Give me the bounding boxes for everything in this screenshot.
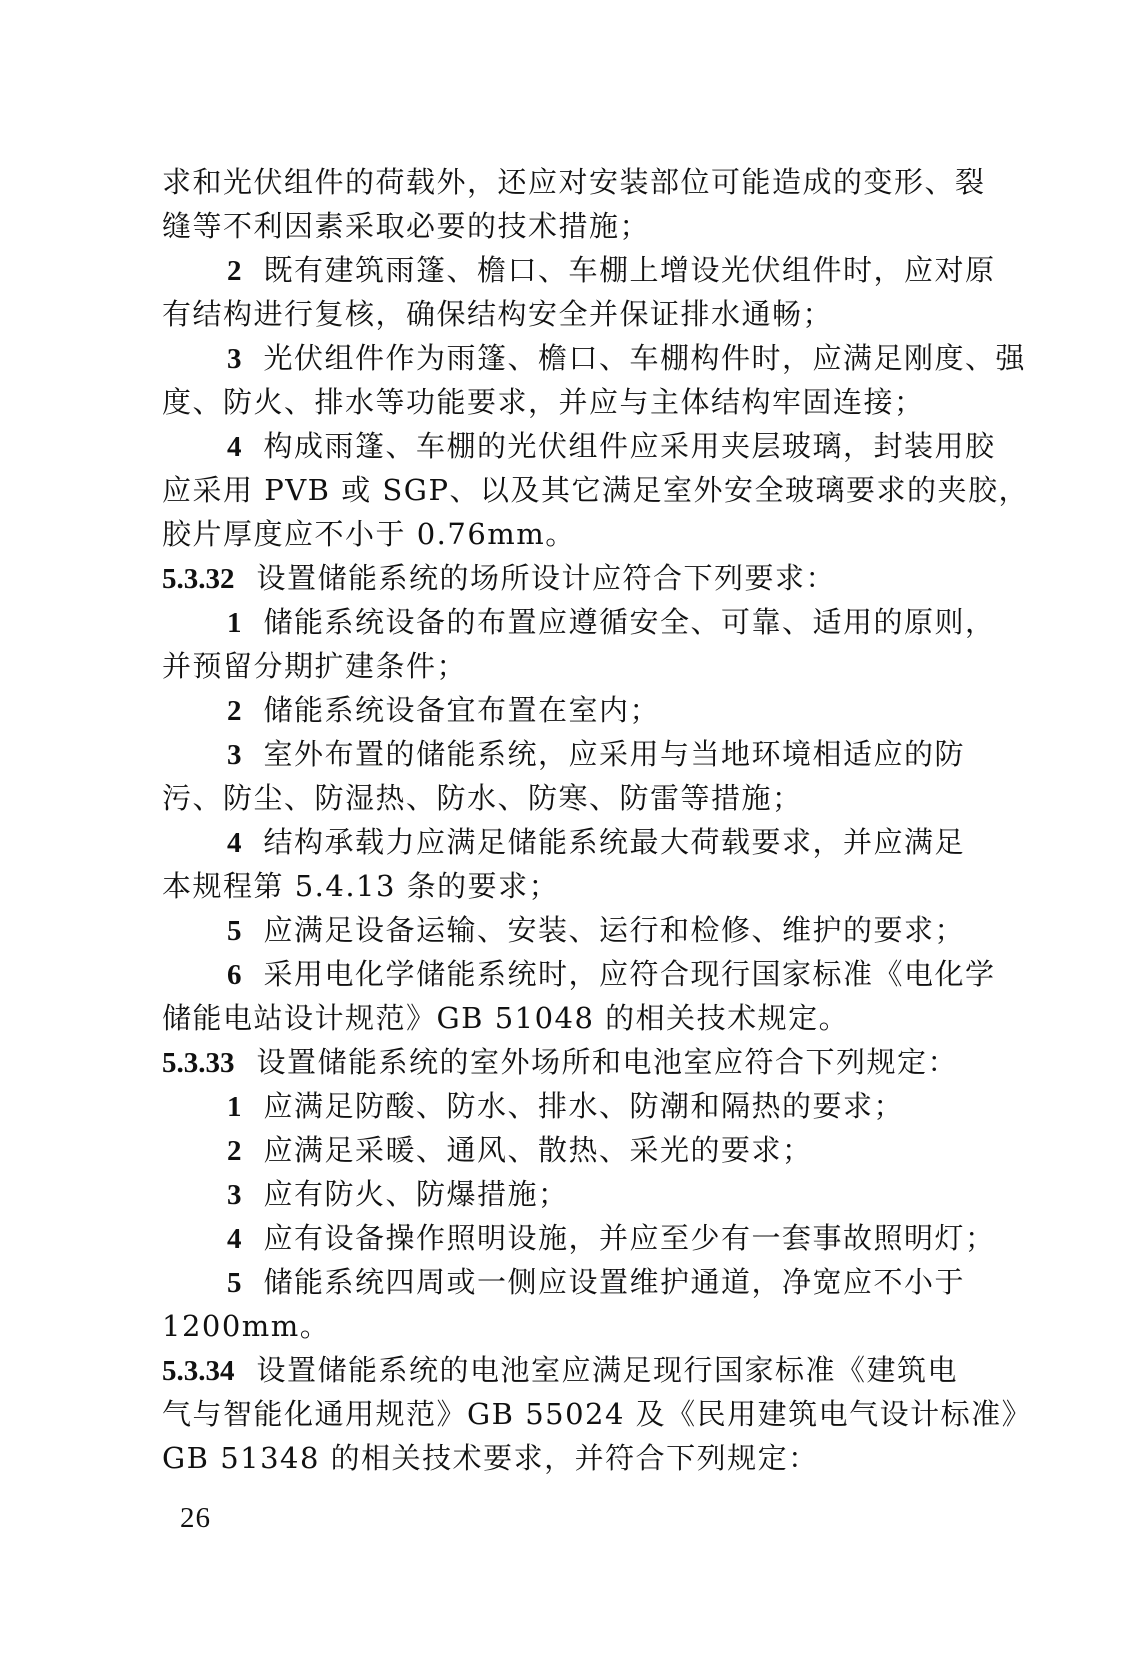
item-number: 4 [227, 827, 242, 859]
text-line: 气与智能化通用规范》GB 55024 及《民用建筑电气设计标准》 [162, 1397, 1033, 1431]
list-item: 4 结构承载力应满足储能系统最大荷载要求，并应满足 [162, 820, 982, 864]
item-number: 4 [227, 1223, 242, 1255]
clause-heading: 5.3.34 设置储能系统的电池室应满足现行国家标准《建筑电 [162, 1348, 982, 1392]
list-item: 5 应满足设备运输、安装、运行和检修、维护的要求； [162, 908, 982, 952]
list-item: 2 储能系统设备宜布置在室内； [162, 688, 982, 732]
text-line: 应采用 PVB 或 SGP、以及其它满足室外安全玻璃要求的夹胶， [162, 473, 1029, 507]
list-item: 4 构成雨篷、车棚的光伏组件应采用夹层玻璃，封装用胶 [162, 424, 982, 468]
item-number: 3 [227, 1179, 242, 1211]
list-item: 6 采用电化学储能系统时，应符合现行国家标准《电化学 [162, 952, 982, 996]
item-number: 3 [227, 343, 242, 375]
text-line: 有结构进行复核，确保结构安全并保证排水通畅； [162, 297, 834, 331]
text-line: 胶片厚度应不小于 0.76mm。 [162, 517, 576, 551]
text-line: 并预留分期扩建条件； [162, 649, 468, 683]
text-line: 本规程第 5.4.13 条的要求； [162, 869, 560, 903]
item-number: 2 [227, 695, 242, 727]
list-item: 2 既有建筑雨篷、檐口、车棚上增设光伏组件时，应对原 [162, 248, 982, 292]
item-number: 5 [227, 915, 242, 947]
list-item: 3 应有防火、防爆措施； [162, 1172, 982, 1216]
clause-number: 5.3.32 [162, 563, 235, 595]
text-line: 污、防尘、防湿热、防水、防寒、防雷等措施； [162, 781, 803, 815]
list-item: 2 应满足采暖、通风、散热、采光的要求； [162, 1128, 982, 1172]
item-number: 1 [227, 607, 242, 639]
text-line: 缝等不利因素采取必要的技术措施； [162, 209, 651, 243]
item-number: 3 [227, 739, 242, 771]
item-number: 2 [227, 255, 242, 287]
clause-number: 5.3.33 [162, 1047, 235, 1079]
item-number: 1 [227, 1091, 242, 1123]
document-body [162, 160, 1033, 1480]
clause-heading: 5.3.33 设置储能系统的室外场所和电池室应符合下列规定： [162, 1040, 982, 1084]
list-item: 5 储能系统四周或一侧应设置维护通道，净宽应不小于 [162, 1260, 982, 1304]
list-item: 1 应满足防酸、防水、排水、防潮和隔热的要求； [162, 1084, 982, 1128]
clause-heading: 5.3.32 设置储能系统的场所设计应符合下列要求： [162, 556, 982, 600]
text-line: 储能电站设计规范》GB 51048 的相关技术规定。 [162, 1001, 850, 1035]
list-item: 4 应有设备操作照明设施，并应至少有一套事故照明灯； [162, 1216, 982, 1260]
list-item: 1 储能系统设备的布置应遵循安全、可靠、适用的原则， [162, 600, 982, 644]
clause-number: 5.3.34 [162, 1355, 235, 1387]
text-line: 度、防火、排水等功能要求，并应与主体结构牢固连接； [162, 385, 925, 419]
text-line: 求和光伏组件的荷载外，还应对安装部位可能造成的变形、裂 [162, 165, 986, 199]
item-number: 2 [227, 1135, 242, 1167]
item-number: 4 [227, 431, 242, 463]
item-number: 5 [227, 1267, 242, 1299]
list-item: 3 室外布置的储能系统，应采用与当地环境相适应的防 [162, 732, 982, 776]
text-line: GB 51348 的相关技术要求，并符合下列规定： [162, 1441, 819, 1475]
list-item: 3 光伏组件作为雨篷、檐口、车棚构件时，应满足刚度、强 [162, 336, 982, 380]
text-line: 1200mm。 [162, 1309, 331, 1343]
item-number: 6 [227, 959, 242, 991]
page-number: 26 [180, 1502, 211, 1534]
